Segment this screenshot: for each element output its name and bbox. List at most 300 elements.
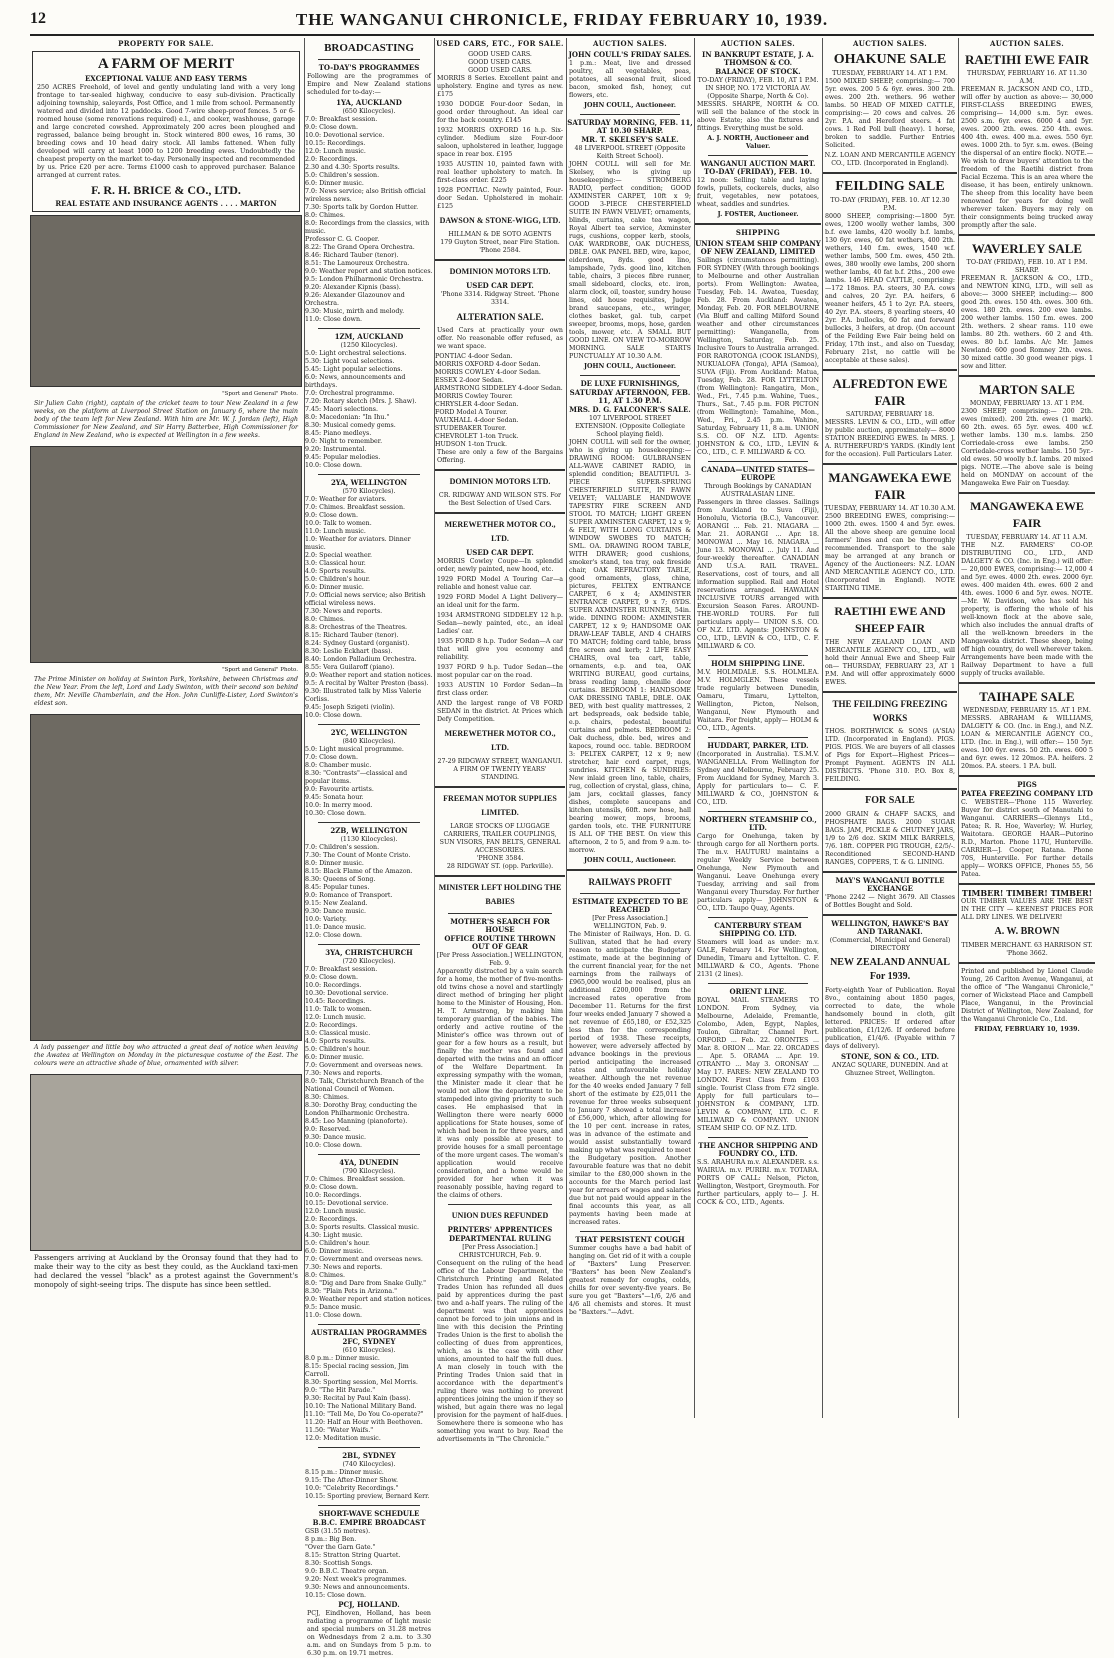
programme-item: 9.5: A recital by Walter Preston (bass).: [305, 680, 429, 687]
car-listing: MORRIS OXFORD 4-door Sedan.: [435, 361, 541, 368]
programme-item: 8.0: Macedonian: "In Ihu.": [305, 414, 390, 421]
marton-time: MONDAY, FEBRUARY 13. AT 1 P.M.: [969, 400, 1085, 407]
auctioneer: JOHN COULL, Auctioneer.: [584, 363, 676, 370]
dealer-dawson-details: HILLMAN & DE SOTO AGENTS 179 Guyton Street, near Fire Station. 'Phone 2584.: [440, 231, 560, 254]
programme-item: 10.15: Recordings.: [305, 140, 366, 147]
programme-item: 8.0: Talk, Christchurch Branch of the National Council of Women.: [305, 1078, 424, 1093]
programme-item: 8.45: Popular tunes.: [305, 884, 370, 891]
programme-item: 7.0: Government and overseas news.: [305, 1256, 423, 1263]
programme-item: 9.0: Night to remember.: [305, 438, 383, 445]
waverley-time: TO-DAY (FRIDAY), FEB. 10. AT 1 P.M. SHARP.: [966, 259, 1088, 274]
friday-sales-heading: JOHN COULL'S FRIDAY SALES.: [568, 50, 692, 59]
programme-item: 9.0: Close down.: [305, 124, 358, 131]
farm-subhead: EXCEPTIONAL VALUE AND EASY TERMS: [84, 74, 248, 83]
photo-lady-passenger: [30, 714, 302, 1041]
holm-heading: HOLM SHIPPING LINE.: [711, 659, 805, 668]
programme-item: 9.30: Illustrated talk by Miss Valerie Corliss.: [305, 688, 422, 703]
raetihi-time: THURSDAY, FEBRUARY 16. AT 11.30 A.M.: [967, 70, 1087, 85]
programme-item: 7.0: Chimes. Breakfast session.: [305, 1176, 406, 1183]
station-frequency: (740 Kilocycles).: [342, 1461, 396, 1468]
patea-heading: PATEA FREEZING COMPANY LTD: [961, 789, 1093, 798]
programme-item: 9.15: The After-Dinner Show.: [305, 1477, 399, 1484]
shortwave-list: [305, 1528, 433, 1600]
programme-item: 7.30: Sports talk by Gordon Hutter.: [305, 204, 419, 211]
raetihi-fair-heading: RAETIHI EWE AND SHEEP FAIR: [834, 604, 946, 635]
programme-item: 8.40: London Palladium Orchestra.: [305, 656, 417, 663]
caption-prime-minister: The Prime Minister on holiday at Swinton Park, Yorkshire, between Christmas and the New Year. From the left, Lord and Lady Swinton, with their second son behind them, Mr. Neville Chamberlain, and the Hon. John Cunliffe-Lister, Lord Swinton's eldest son.: [34, 676, 298, 707]
mangaweka-body: THE N.Z. FARMERS' CO-OP. DISTRIBUTING CO., LTD., AND DALGETY & CO. (Inc. in Eng.) will offer:— 20,000 EWES, comprising:— 12,000 4 and 5yr. ewes. 4000 2th. ewes. 2000 6yr. ewes. 400 maiden 4th. ewes. 600 2 and 4th. ewes. 1000 6 and 5yr. ewes. NOTE.—Mr. W. Davidson, who has sold his property, is offering the whole of his well-known flock at the above sale, which also includes the annual drafts of all the well-known breeders in the Mangaweka district. These sheep, being off high country, do well wherever taken. Arrangements have been made with the Railway Department to have a full supply of trucks available.: [961, 542, 1093, 677]
annual-body: Forty-eighth Year of Publication. Royal 8vo., containing about 1850 pages, corrected to date, the whole handsomely bound in cloth, gilt lettered. PRICES: If ordered after publication, £1/12/6. If ordered before publication, £1/4/6. (Payable within 7 days of delivery).: [825, 987, 955, 1050]
programme-item: 8.0: Recordings from the classics, with music.: [305, 220, 430, 235]
programme-item: 8.45: Leo Manning (pianoforte).: [305, 1118, 408, 1125]
programme-item: 5.0: Children's hour.: [305, 576, 371, 583]
programme-item: 6.0: Dinner music.: [305, 584, 364, 591]
programme-item: 3.0: Classical music.: [305, 1030, 371, 1037]
photo-oronsay-passengers: [30, 1074, 302, 1251]
programme-item: 9.5: London Philharmonic Orchestra.: [305, 276, 424, 283]
page-number: 12: [30, 10, 46, 27]
programme-item: 9.5: Dance music.: [305, 1304, 363, 1311]
car-listing: MORRIS Cowley Coupe—In splendid order, newly painted, new hood, etc.: [437, 558, 563, 573]
canada-body: Passengers in three classes. Sailings from Auckland to Suva (Fiji), Honolulu, Victoria (B.C.), Vancouver. AORANGI ... Feb. 21. NIAGARA ... Mar. 21. AORANGI ... Apr. 18. MONOWAI ... May 16. NIAGARA ... June 13. MONOWAI ... July 11. And four-weekly thereafter. CANADIAN AND U.S.A. RAIL TRAVEL. Reservations, cost of tours, and all information supplied. Rail and Hotel reservations arranged. HAWAIIAN INCLUSIVE TOURS arranged with Excursion Season Fares. AROUND-THE-WORLD TOURS. For full particulars apply— UNION S.S. CO. OF N.Z. LTD. Agents: JOHNSTON & CO., LTD., LEVIN & CO., LTD., C. F. MILLWARD & CO.: [697, 499, 819, 650]
station-name: 2YC, WELLINGTON: [330, 728, 408, 737]
freezing-works-heading: THE FEILDING FREEZING WORKS: [832, 699, 948, 723]
farm-body: 250 ACRES Freehold, of level and gently undulating land with a very long frontage to tar-sealed highway, conducive to easy sub-division. Practically adjoining township, saleyards, Post Office, and 1 mile from school. Permanently watered and divided into 12 paddocks. Good 7-wire sheep-proof fences. 5 or 6-roomed house (some renovations required) e.l., and cooker, washhouse, garage and large concreted cowshed. Approximately 200 acres been ploughed and regrassed, balance being brought in. Stock wintered 800 ewes, 16 rams, 30 breeding cows and 10 head dairy stock. All lambs fattened. When fully developed will carry at least 1000 to 1200 breeding ewes. Undoubtedly the cheapest property on the market to-day. Personally inspected and recommended by us. Price £20 per acre. Terms £1000 cash to approved purchaser. Balance arranged at current rates.: [37, 84, 295, 179]
programme-item: 8.46: Richard Tauber (tenor).: [305, 252, 399, 259]
dealer-merewether-address: 27-29 RIDGWAY STREET, WANGANUI. A FIRM OF TWENTY YEARS' STANDING.: [437, 758, 563, 781]
programme-item: 7.30: News and reports.: [305, 1070, 383, 1077]
car-list-merewether: [435, 558, 565, 724]
freezing-works-body: THOS. BORTHWICK & SONS (A'SIA) LTD. (Incorporated in England). PIGS. PIGS. PIGS. We are buyers of all classes of Pigs for Export—Highest Prices—Prompt Payment. AGENTS IN ALL DISTRICTS. 'Phone 310. P.O. Box 8, FEILDING.: [825, 728, 955, 783]
station-frequency: (790 Kilocycles).: [342, 1168, 396, 1175]
car-listing: MORRIS COWLEY 4-door Sedan.: [435, 369, 541, 376]
mangaweka-time: TUESDAY, FEBRUARY 14. AT 11 A.M.: [966, 534, 1088, 541]
car-listing: 1933 AUSTIN 10 Fordor Sedan—In first class order.: [437, 682, 563, 697]
skelsey-address: 48 LIVERPOOL STREET (Opposite Keith Street School).: [574, 145, 686, 160]
car-listing: MORRIS 8 Series. Excellent paint and upholstery. Engine and tyres as new. £175: [437, 75, 563, 98]
australian-heading: AUSTRALIAN PROGRAMMES: [311, 1328, 427, 1337]
programme-item: 8.30: Dorothy Bray, conducting the London Philharmonic Orchestra.: [305, 1102, 417, 1117]
section-heading: USED CARS, ETC., FOR SALE.: [436, 39, 564, 48]
caption-lady-passenger: A lady passenger and little boy who attracted a great deal of notice when leaving the Awatea at Wellington on Monday in the picturesque costume of the East. The colours were an attractive shade of blue, ornamented with silver.: [34, 1044, 298, 1067]
programme-item: 2.0: Recordings.: [305, 1216, 358, 1223]
programme-item: 9.30: Music, mirth and melody.: [305, 308, 405, 315]
programme-item: 9.0: Weather report and station notices.: [305, 1296, 433, 1303]
car-listing: 1929 FORD Model A Touring Car—a reliable and honest value car.: [437, 576, 563, 591]
news-union-subhead: PRINTERS' APPRENTICES: [447, 1225, 553, 1234]
programme-item: 8.8: Orchestras of the Theatres.: [305, 624, 408, 631]
raetihi-heading: RAETIHI EWE FAIR: [964, 52, 1089, 67]
car-listing: 1935 AUSTIN 10, painted fawn with real leather upholstery to match. In first-class order. £225: [437, 161, 563, 184]
falconer-address: 107 LIVERPOOL STREET EXTENSION. (Opposite Collegiate School playing field).: [575, 415, 685, 438]
programme-item: 11.20: Half an Hour with Beethoven.: [305, 1419, 423, 1426]
car-listing: 1932 MORRIS OXFORD 16 h.p. Six-cylinder. Medium size Four-door saloon, upholstered in leather, luggage space in rear box. £195: [437, 127, 563, 158]
stone-body: ANZAC SQUARE, DUNEDIN. And at Ghuznee Street, Wellington.: [831, 1062, 949, 1077]
programme-item: 11.50: "Water Waifs.": [305, 1427, 374, 1434]
imprint: Printed and published by Lionel Claude Young, 26 Carlton Avenue, Wanganui, at the office of "The Wanganui Chronicle," corner of Wickstead Place and Campbell Place, Wanganui, in the Provincial District of Wellington, New Zealand, for the Wanganui Chronicle Co., Ltd.: [961, 968, 1093, 1023]
timber-merchant-address: TIMBER MERCHANT. 63 HARRISON ST. 'Phone 3662.: [961, 942, 1093, 957]
taihape-time: WEDNESDAY, FEBRUARY 15. AT 1 P.M.: [963, 707, 1091, 714]
programme-item: 9.45: Sonata hour.: [305, 794, 364, 801]
programme-item: 10.0: "Celebrity Recordings.": [305, 1485, 399, 1492]
programme-item: 10.30: Close down.: [305, 810, 367, 817]
shortwave-item: 9.30: News and announcements.: [305, 1584, 410, 1591]
programme-item: 8.51: The Lamoureux Orchestra.: [305, 260, 410, 267]
alfredton-heading: ALFREDTON EWE FAIR: [832, 376, 948, 408]
car-listing: FORD Model A Tourer.: [435, 409, 508, 416]
programme-item: 11.10: "Tell Me, Do You Co-operate?": [305, 1411, 424, 1418]
programme-item: 7.45: Maori selections.: [305, 406, 379, 413]
dealer-dominion-2-details: CR. RIDGWAY AND WILSON STS. For the Best Selection of Used Cars.: [438, 492, 562, 507]
directory-heading: WELLINGTON, HAWKE'S BAY AND TARANAKI.: [831, 919, 949, 936]
shipping-heading: SHIPPING: [735, 228, 781, 237]
car-listing: 1935 FORD 8 h.p. Tudor Sedan—A car that will give you economy and reliability.: [437, 638, 563, 661]
programme-item: 10.0: Recordings.: [305, 982, 362, 989]
programme-item: 8.30: Chimes.: [305, 1094, 349, 1101]
programme-item: 9.0: Close down.: [305, 1184, 358, 1191]
bankrupt-time: TO-DAY (FRIDAY), FEB. 10, AT 1 P.M.: [697, 77, 819, 84]
news-minister-dateline: [Per Press Association.] WELLINGTON, Feb. 9.: [436, 952, 564, 967]
station-frequency: (720 Kilocycles).: [342, 958, 396, 965]
cough-body: Summer coughs have a bad habit of hanging on. Get rid of it with a couple of "Baxters" Lung Preserver. "Baxters" has been New Zealand's greatest remedy for coughs, colds, chills for over seventy-five years. Be sure you get "Baxters"—1/6, 2/6 and 4/6 all chemists and stores. It must be "Baxters."—Advt.: [569, 1245, 691, 1316]
ohakune-agent: N.Z. LOAN AND MERCANTILE AGENCY CO., LTD. (Incorporated in England).: [824, 152, 956, 167]
news-union-subhead-2: DEPARTMENTAL RULING: [448, 1234, 552, 1243]
waverley-heading: WAVERLEY SALE: [971, 241, 1083, 256]
programme-item: Professor C. G. Cooper.: [305, 236, 380, 243]
programme-item: 2.0: Special weather.: [305, 552, 373, 559]
auctioneer: A. J. NORTH, Auctioneer and Valuer.: [707, 135, 809, 150]
programme-item: 8.30: Sporting session, Mel Morris.: [305, 1379, 418, 1386]
broadcasting-headline: BROADCASTING: [324, 42, 414, 54]
huddart-heading: HUDDART, PARKER, LTD.: [707, 741, 809, 750]
dealer-dominion: DOMINION MOTORS LTD.: [449, 267, 551, 276]
programme-item: 10.15: Devotional service.: [305, 1200, 389, 1207]
dealer-dominion-dept: USED CAR DEPT.: [466, 281, 534, 290]
station-frequency: (570 Kilocycles).: [342, 488, 396, 495]
mangaweka-heading: MANGAWEKA EWE FAIR: [970, 499, 1084, 530]
shortwave-item: 8 p.m.: Big Ben.: [305, 1536, 357, 1543]
newspaper-title: THE WANGANUI CHRONICLE, FRIDAY FEBRUARY 10, 1939.: [295, 10, 829, 29]
for-sale-heading: FOR SALE: [865, 795, 915, 806]
programme-item: 10.45: Recordings.: [305, 998, 366, 1005]
auctioneer: JOHN COULL, Auctioneer.: [584, 857, 676, 864]
huddart-body: (Incorporated in Australia). T.S.M.V. WANGANELLA. From Wellington for Sydney and Melbourne, February 25. From Auckland for Sydney, March 3. Apply for particulars to— C. F. MILLWARD & CO., JOHNSTON & CO., LTD.: [697, 751, 819, 806]
mangaweka-body: 2500 BREEDING EWES, comprising:— 1000 2th. ewes. 1500 4 and 5yr. ewes. All the above sheep are genuine local farmers' lines and can be thoroughly recommended. Transport to the sale may be arranged at any branch or Agency of the Auctioneers: N.Z. LOAN AND MERCANTILE AGENCY CO., LTD. (Incorporated in England). NOTE STARTING TIME.: [825, 513, 955, 592]
cough-heading: THAT PERSISTENT COUGH: [575, 1235, 685, 1244]
saturday-heading: SATURDAY MORNING, FEB. 11, AT 10.30 SHARP.: [567, 118, 693, 135]
mays-body: 'Phone 2242 — Night 3679. All Classes of Bottles Bought and Sold.: [825, 894, 955, 909]
programme-item: 9.15: New Zealand.: [305, 900, 368, 907]
photo-cricket-captain: [30, 215, 302, 387]
station-frequency: (650 Kilocycles).: [342, 108, 396, 115]
programme-item: 2.30 and 4.30: Sports results.: [305, 164, 400, 171]
programme-item: 5.0: Children's hour.: [305, 1240, 371, 1247]
programme-item: 8.24: Sydney Gustard (organist).: [305, 640, 410, 647]
bankrupt-address: IN SHOP, NO. 172 VICTORIA AV. (Opposite Sharpe, North & Co).: [705, 85, 811, 100]
programme-item: 8.15: Special racing session, Jim Carroll.: [305, 1363, 409, 1378]
northern-heading: NORTHERN STEAMSHIP CO., LTD.: [699, 815, 817, 832]
column-stock-sales: [822, 38, 957, 1418]
programme-item: 7.0: Children's session.: [305, 844, 380, 851]
northern-body: Cargo for Onehunga, taken by through cargo for all Northern ports. The m.v. HAUTURU maintains a regular Weekly Service between Onehunga, New Plymouth and Wanganui. Leave Onehunga every Tuesday, arriving and sail from Wanganui every Thursday. For further particulars apply— JOHNSTON & CO., LTD. Taupo Quay, Agents.: [697, 833, 819, 912]
programme-item: 8.30: Queens of Song.: [305, 876, 376, 883]
car-list-dawson: [435, 75, 565, 211]
car-listing: VAUXHALL 4-door Sedan.: [435, 417, 519, 424]
programme-item: 9.0: Romance of Transport.: [305, 892, 393, 899]
news-minister-headline: MINISTER LEFT HOLDING THE BABIES: [438, 883, 562, 906]
column-property: [30, 38, 302, 1418]
canada-sub: Through Bookings by CANADIAN AUSTRALASIAN LINE.: [704, 483, 812, 498]
canterbury-body: Steamers will load as under: m.v. GALE, February 14. For Wellington, Dunedin, Timaru and Lyttelton. C. F. MILLWARD & CO., Agents. 'Phone 2131 (2 lines).: [697, 939, 819, 978]
shortwave-item: 10.15: Close down.: [305, 1592, 367, 1599]
anchor-body: S.S. ARAHURA m.v. ALEXANDER. s.s. WAIRUA. m.v. PURIRI. m.v. TOTARA. PORTS OF CALL: Nelson, Picton, Wellington, Westport, Greymouth. For further particulars, apply to— J. H. COCK & CO., LTD., Agents.: [697, 1159, 819, 1206]
programme-item: 9.45: Joseph Szigeti (violin).: [305, 704, 395, 711]
programmes-intro: Following are the programmes of Empire and New Zealand stations scheduled for to-day:—: [307, 73, 431, 96]
programme-item: 8.0: "Dig and Dare from Snake Gully.": [305, 1280, 427, 1287]
bankrupt-heading: IN BANKRUPT ESTATE, J. A. THOMSON & CO.: [702, 50, 814, 67]
shortwave-item: "Over the Garn Gate.": [305, 1544, 376, 1551]
programme-item: 7.0: News service; also British official wireless news.: [305, 188, 426, 203]
holm-body: M.V. HOLMDALE. S.S. HOLMLEA. M.V. HOLMGLEN. These vessels trade regularly between Dunedin, Oamaru, Timaru, Lyttelton, Wellington, Picton, Nelson, Wanganui, New Plymouth and Waitara. For freight, apply— HOLM & CO., LTD., Agents.: [697, 669, 819, 732]
car-list-dominion: [435, 353, 565, 449]
news-minister-subhead: MOTHER'S SEARCH FOR HOUSE: [450, 917, 550, 934]
programme-item: 7.0: Weather for aviators.: [305, 496, 387, 503]
news-railways-headline: RAILWAYS PROFIT: [588, 877, 672, 887]
programme-item: 9.26: Alexander Glazounov and Orchestra.: [305, 292, 405, 307]
taihape-body: MESSRS. ABRAHAM & WILLIAMS, DALGETY & CO. (Inc. in Eng.), and N.Z. LOAN & MERCANTILE AGENCY CO., LTD. (Inc. in Eng.), will offer:— 150 5yr. ewes. 100 6yr. ewes. 50 2th. ewes. 600 5 and 6yr. ewes. 12 20mos. P.A. heifers. 2 20mos. P.A. steers. 1 P.A. bull.: [961, 715, 1093, 770]
photo-credit: "Sport and General" Photo.: [222, 391, 298, 397]
programme-item: 4.0: Sports results.: [305, 1038, 366, 1045]
car-list-footer: These are only a few of the Bargains Offering.: [437, 449, 563, 464]
shortwave-item: 9.0: B.B.C. Theatre organ.: [305, 1568, 389, 1575]
shortwave-item: GSB (31.55 metres).: [305, 1528, 371, 1535]
alteration-sale: ALTERATION SALE.: [456, 312, 544, 322]
news-union-dateline: [Per Press Association.] CHRISTCHURCH, Feb. 9.: [458, 1244, 542, 1259]
union-steam-heading: UNION STEAM SHIP COMPANY OF NEW ZEALAND, LIMITED: [695, 239, 821, 256]
programme-item: 10.0: Talk to women.: [305, 520, 372, 527]
photo-prime-minister: [30, 446, 302, 663]
programme-item: 3.0: Classical hour.: [305, 560, 366, 567]
waverley-body: FREEMAN R. JACKSON & CO., LTD., and NEWTON KING, LTD., will sell as above:— 3000 SHEEP, including:— 800 good 2th. ewes. 150 4th. ewes. 300 6th. ewes. 180 2th. ewes. 200 ewe lambs. 200 wether lambs. 150 f.m. ewes. 200 2th. wethers. 2 shear rams. 110 ewe lambs. 80 2th. wethers. 60 2 and 4th. ewes. 80 b.f. lambs. A/c Mr. James Newland: 600 good Romney 2th. ewes. 30 mixed cattle. 30 good weaner pigs. 1 sow and litter.: [961, 275, 1093, 370]
programme-item: 7.0: Orchestral programme.: [305, 390, 395, 397]
column-broadcasting: [304, 38, 433, 1657]
bankrupt-sub: BALANCE OF STOCK.: [715, 67, 801, 76]
union-steam-body: Sailings (circumstances permitting). FOR SYDNEY (With through bookings to Melbourne and other Australian ports). From Wellington: Awatea, Tuesday, Feb. 14. Awatea, Tuesday, Feb. 28. From Auckland: Awatea, Monday, Feb. 20. FOR MELBOURNE (Via Bluff and calling Milford Sound weather and other circumstances permitting): Wanganella, from Wellington, Saturday, Feb. 25. Inclusive Tours to Australia arranged. FOR RAROTONGA (COOK ISLANDS), NUKUALOFA (Tonga), APIA (Samoa), SUVA (Fiji). From Auckland: Matua, Tuesday, Feb. 28. FOR LYTTELTON (from Wellington): Rangatira, Mon., Wed., Fri., 7.45 p.m. Wahine, Tues., Thurs., Sat., 7.45 p.m. FOR PICTON (from Wellington): Tamahine, Mon., Wed., Fri., 2.45 p.m. Wahine, Saturday, February 11, 8 a.m. UNION S.S. CO. OF N.Z. LTD. Agents: JOHNSTON & CO., LTD., LEVIN & CO., LTD., C. F. MILLWARD & CO.: [697, 257, 819, 456]
programme-item: 7.0: Breakfast session.: [305, 116, 378, 123]
skelsey-sale: MR. T. SKELSEY'S SALE.: [581, 135, 679, 144]
raetihi-body: FREEMAN R. JACKSON AND CO., LTD., will offer by auction as above:— 30,000 FIRST-CLASS BREEDING EWES, comprising— 14,000 s.m. 5yr. ewes. 2500 s.m. 6yr. ewes. 6000 4 and 5yr. ewes. 2000 2th. ewes. 250 4th. ewes. 400 4th. ewes. 400 m.a. ewes. 550 6yr. ewes. 1000 2th. to 5yr. s.m. ewes. (Being the dispersal of an entire flock). NOTE.—We wish to draw buyers' attention to the freedom of the Raetihi district from Facial Eczema. This is an area where the disease, it has been, entirely unknown. The sheep from this locality have been renowned for years for doing well wherever taken. Buyers may rely on their consignments being trucked away promptly after the sale.: [961, 86, 1093, 229]
car-listing: 1937 FORD 9 h.p. Tudor Sedan—the most popular car on the road.: [437, 664, 563, 679]
shortwave-subhead: B.B.C. EMPIRE BROADCAST: [312, 1518, 426, 1527]
programme-item: 5.0: Light orchestral selections.: [305, 350, 407, 357]
falconer-sale: MRS. D. G. FALCONER'S SALE.: [569, 405, 691, 414]
station-name: 2ZB, WELLINGTON: [330, 826, 408, 835]
dealer-merewether-2: MEREWETHER MOTOR CO., LTD.: [444, 729, 556, 752]
station-name: 2FC, SYDNEY: [342, 1337, 396, 1346]
programme-item: 11.0: Dance music.: [305, 924, 367, 931]
programme-item: 5.30: Light vocal selections.: [305, 358, 395, 365]
car-listing: CHEVROLET 1-ton Truck.: [435, 433, 519, 440]
programme-item: 8.0: Dinner music.: [305, 860, 364, 867]
programme-item: 8.0: Chimes.: [305, 212, 345, 219]
programme-item: 6.0: Dinner music.: [305, 180, 364, 187]
column-auctions-shipping: [694, 38, 821, 1418]
auctioneer: J. FOSTER, Auctioneer.: [717, 211, 799, 218]
station-name: 4YA, DUNEDIN: [339, 1158, 399, 1167]
station-name: 2YA, WELLINGTON: [330, 478, 408, 487]
programme-item: 7.30: News and reports.: [305, 1264, 383, 1271]
timber-heading: TIMBER! TIMBER! TIMBER!: [961, 888, 1093, 898]
ohakune-heading: OHAKUNE SALE: [833, 52, 947, 67]
programme-item: 2.0: Recordings.: [305, 156, 358, 163]
car-listing: HUDSON 1-ton Truck.: [435, 441, 507, 448]
programme-item: 10.0: Devotional service.: [305, 132, 385, 139]
section-heading: AUCTION SALES.: [989, 39, 1065, 48]
programme-item: 6.0: Dinner music.: [305, 1054, 364, 1061]
shortwave-item: 8.15: Stratton String Quartet.: [305, 1552, 401, 1559]
news-union-headline: UNION DUES REFUNDED: [451, 1211, 549, 1220]
feilding-body: 8000 SHEEP, comprising:—1800 5yr. ewes, 1200 woolly wether lambs, 300 b.f. ewe lambs, 420 woolly b.f. lambs, 130 6yr. ewes, 60 fat wethers, 400 2th. wethers, 140 f.m. ewes, 1540 w.f. wether lambs, 500 f.m. ewes, 450 2th. ewes, 380 woolly ewe lambs, 200 shorn wether lambs, 40 fat b.f. 2ths., 200 ewe lambs. 146 HEAD CATTLE, comprising:—172 18mos. P.A. steers, 30 P.A. cows and calves, 20 2yr. P.A. heifers, 6 weaner heifers, 45 1 to 2yr. P.A. steers, 40 2yr. P.A. steers, 8 yearling steers, 40 2yr. P.A. bullocks, 60 fat and forward bullocks, 3 heifers, at drop. (On account of the Feilding Ewe Fair being held on Friday, 17th inst., and also on Tuesday, February 21st, no cattle will be acceptable at these sales).: [825, 213, 955, 364]
timber-body: OUR TIMBER VALUES ARE THE BEST IN THE CITY — KEENEST PRICES FOR ALL DRY LINES. WE DELIVER!: [961, 898, 1093, 921]
australian-list: [305, 1338, 433, 1506]
programme-item: 7.30: The Count of Monte Cristo.: [305, 852, 411, 859]
section-heading: PROPERTY FOR SALE.: [118, 39, 214, 48]
good-used-cars-banner: GOOD USED CARS. GOOD USED CARS. GOOD USED CARS.: [468, 51, 532, 74]
column-auctions-1: [566, 38, 693, 1418]
station-frequency: (840 Kilocycles).: [342, 738, 396, 745]
marton-heading: MARTON SALE: [979, 382, 1075, 397]
dealer-merewether: MEREWETHER MOTOR CO., LTD.: [444, 520, 556, 543]
programme-item: 12.0: Meditation music.: [305, 1435, 381, 1442]
programme-item: 10.15: Sporting preview, Bernard Kerr.: [305, 1493, 430, 1500]
auctioneer: JOHN COULL, Auctioneer.: [584, 102, 676, 109]
programme-item: 9.20: Instrumental.: [305, 446, 367, 453]
column-used-cars: [434, 38, 565, 1443]
mart-heading: WANGANUI AUCTION MART. TO-DAY (FRIDAY), FEB. 10.: [700, 159, 816, 176]
programme-item: 8.30: Leslie Eckhart (bass).: [305, 648, 393, 655]
programme-item: 8.15 p.m.: Dinner music.: [305, 1469, 384, 1476]
programme-item: 10.30: Devotional service.: [305, 990, 389, 997]
mart-body: 12 noon: Selling table and laying fowls, pullets, cockerels, ducks, also fruit, vegetables, new potatoes, wheat, saddles and sundries.: [697, 177, 819, 208]
programme-item: 5.0: Children's hour.: [305, 1046, 371, 1053]
shortwave-item: 8.30: Scottish Songs.: [305, 1560, 373, 1567]
programme-item: 11.0: Lunch music.: [305, 528, 366, 535]
programme-item: 7.0: Chimes. Breakfast session.: [305, 504, 406, 511]
annual-heading: NEW ZEALAND ANNUAL For 1939.: [830, 957, 950, 982]
caption-oronsay: Passengers arriving at Auckland by the Oronsay found that they had to make their way to the city as best they could, as the Auckland taxi-men had declared the vessel "black" as a protest against the Government's monopoly of sight-seeing trips. The dispute has since been settled.: [34, 1254, 298, 1289]
pcj-heading: PCJ, HOLLAND.: [338, 1600, 400, 1609]
programme-item: 5.0: Light musical programme.: [305, 746, 404, 753]
dealer-merewether-dept: USED CAR DEPT.: [466, 548, 534, 557]
ohakune-time: TUESDAY, FEBRUARY 14. AT 1 P.M.: [832, 70, 948, 77]
programme-item: 8.0: Chimes.: [305, 1272, 345, 1279]
skelsey-body: JOHN COULL will sell for Mr. Skelsey, who is giving up housekeeping:— STROMBERG RADIO, perfect condition; GOOD AXMINSTER CARPET, 10ft x 9; GOOD 3-PIECE CHESTERFIELD SUITE IN FAWN VELVET; ornaments, blinds, curtains, cake tea wagon, Royal Albert tea service, Axminster rugs, cushions, copper kerb, stools, OAK WARDROBE, OAK DUCHESS, DBLE. OAK PANEL BED, wire, kapoc, eiderdown, 8yds. good lino, lampshade, 7yds. good lino, kitchen table, chairs, 3 pieces fibre runner, small sideboard, clocks, etc. iron, alarm clock, oil, toaster, sundry house lines, old house requisites, Judge brand saucepans, etc., wringer, clothes basket, gal. tub, carpet sweeper, brooms, mops, hose, garden tools, mower, etc. A SMALL BUT GOOD LINE. ON VIEW TO-MORROW MORNING. SALE STARTS PUNCTUALLY AT 10.30 A.M.: [569, 161, 691, 360]
column-ewe-fairs: [958, 38, 1095, 1418]
programme-item: 8.30: "Plain Pets in Arizona.": [305, 1288, 398, 1295]
car-listing: MORRIS Cowley Tourer.: [435, 393, 513, 400]
programme-item: 8.30: Musical comedy gems.: [305, 422, 396, 429]
programme-item: 10.0: In merry mood.: [305, 802, 373, 809]
programme-item: 2.0: Recordings.: [305, 1022, 358, 1029]
programme-item: 7.20: Rotary sketch (Mrs. J. Shaw).: [305, 398, 417, 405]
programme-item: 11.0: Talk to women.: [305, 1006, 372, 1013]
section-heading: AUCTION SALES.: [720, 39, 796, 48]
car-listing: CHRYSLER 4-door Sedan.: [435, 401, 519, 408]
programme-item: 8.15: Black Flame of the Amazon.: [305, 868, 413, 875]
canada-heading: CANADA—UNITED STATES—EUROPE: [701, 465, 815, 482]
alteration-body: Used Cars at practically your own offer. No reasonable offer refused, as we want space.: [437, 327, 563, 350]
programme-item: 7.0: Close down.: [305, 754, 358, 761]
programme-item: 8.55: Vera Guilaroff (piano).: [305, 664, 395, 671]
programme-item: 9.0: Weather report and station notices.: [305, 268, 433, 275]
feilding-time: TO-DAY (FRIDAY), FEB. 10. AT 12.30 P.M.: [830, 197, 950, 212]
taihape-heading: TAIHAPE SALE: [979, 689, 1075, 704]
orient-heading: ORIENT LINE.: [729, 987, 787, 996]
programme-item: 8.45: Piano medleys.: [305, 430, 372, 437]
station-name: 1ZM, AUCKLAND: [334, 332, 404, 341]
friday-sales-body: 1 p.m.: Meat, live and dressed poultry, all vegetables, peas, potatoes, all seasonal fruit, sliced bacon, smoked fish, honey, cut flowers, etc.: [569, 60, 691, 99]
mangaweka-time: TUESDAY, FEBRUARY 14. AT 10.30 A.M.: [824, 505, 956, 512]
programme-item: 8.0: Chimes.: [305, 616, 345, 623]
programme-item: 9.0: Weather report and station notices.: [305, 672, 433, 679]
car-listing: ARMSTRONG SIDDELEY 4-door Sedan.: [435, 385, 563, 392]
deluxe-time: SATURDAY AFTERNOON, FEB. 11, AT 1.30 P.M.: [569, 388, 691, 405]
section-heading: AUCTION SALES.: [852, 39, 928, 48]
dealer-freeman-details: LARGE STOCKS OF LUGGAGE CARRIERS, TRAILER COUPLINGS, SUN VISORS, FAN BELTS, GENERAL ACCESSORIES. 'PHONE 3584. 28 RIDGWAY ST. (opp. Parkville).: [439, 823, 561, 870]
feilding-heading: FEILDING SALE: [835, 179, 945, 194]
dealer-freeman: FREEMAN MOTOR SUPPLIES LIMITED.: [443, 794, 557, 817]
programme-item: 10.0: Recordings.: [305, 1192, 362, 1199]
car-listing: AND the largest range of V8 FORD SEDAN in the district. At Prices which Defy Competition.: [437, 700, 563, 723]
programme-item: 12.0: Close down.: [305, 932, 362, 939]
pcj-body: PCJ, Eindhoven, Holland, has been radiating a programme of light music and special numbers on 31.28 metres on Wednesdays from 2 a.m. to 3.30 a.m. and on Sundays from 5 p.m. to 6.30 p.m. on 19.71 metres.: [307, 1610, 431, 1657]
programme-item: 9.20: Alexander Kipnis (bass).: [305, 284, 401, 291]
station-list: [305, 99, 433, 1325]
alfredton-body: MESSRS. LEVIN & CO., LTD., will offer by public auction, approximately— 8000 STATION BREEDING EWES. In MRS. J. A. RUTHERFURD'S YARDS. (Kindly lent for the occasion). Full Particulars Later.: [825, 419, 955, 458]
news-railways-body: The Minister of Railways, Hon. D. G. Sullivan, stated that he had every reason to anticipate the Budgetary estimate, made at the beginning of the current financial year, for the net earnings from the railways of £965,000 would be realised, plus an additional £200,000 from the increased rates operative from December 11. Returns for the first four weeks ended January 7 showed a net revenue of £65,180, or £52,325 less than for the corresponding period of 1938. These receipts, however, were adversely affected by advance bookings in the previous period anticipating the increased rates and unfavourable holiday weather. Although the net revenue for the 40 weeks ended January 7 fell short of the estimate by £25,011 the revenue for three weeks subsequent to January 7 showed a total increase of £56,000, which, after allowing for the 10 per cent. increase in rates, was in advance of the estimate and would assist substantially toward making up what was required to meet the Budgetary position. Another favourable feature was that no debit similar to the £80,000 shown in the accounts for the March period last year for arrears of wages and salaries due but not paid would appear in the final accounts this year, as all payments having been made at increased rates.: [569, 931, 691, 1226]
marton-body: 2300 SHEEP, comprising:— 200 2th. ewes (mixed). 200 2th. ewes (1 mark). 60 2th. ewes. 65 5yr. ewes. 400 w.f. wether lambs. 130 m.s. lambs. 250 Corriedale-cross ewe lambs. 250 Corriedale-cross wether lambs. 150 5yr.-old ewes. 50 woolly b.f. lambs. 20 mixed pigs. NOTE.—The above sale is being held on MONDAY on account of the Mangaweka Ewe Fair on Tuesday.: [961, 408, 1093, 487]
programme-item: 10.0: Close down.: [305, 1142, 362, 1149]
raetihi-fair-body: THE NEW ZEALAND LOAN AND MERCANTILE AGENCY CO., LTD., will hold their Annual Ewe and Sheep Fair on— THURSDAY, FEBRUARY 23, AT 1 P.M. And will offer approximately 6000 EWES.: [825, 639, 955, 686]
programme-item: 11.0: Close down.: [305, 1312, 362, 1319]
programme-item: 9.45: Popular melodies.: [305, 454, 381, 461]
programme-item: 10.0: Variety.: [305, 916, 347, 923]
mangaweka-heading: MANGAWEKA EWE FAIR: [828, 470, 952, 502]
programme-item: 9.0: Close down.: [305, 974, 358, 981]
station-frequency: (1130 Kilocycles).: [340, 836, 398, 843]
pigs-heading: PIGS: [1017, 780, 1037, 789]
directory-sub: (Commercial, Municipal and General) DIRECTORY: [829, 937, 951, 952]
car-listing: PONTIAC 4-door Sedan.: [435, 353, 513, 360]
programme-item: 9.30: Dance music.: [305, 1134, 367, 1141]
agent-subline: REAL ESTATE AND INSURANCE AGENTS . . . . MARTON: [55, 199, 277, 208]
programme-item: 8.22: The Grand Opera Orchestra.: [305, 244, 415, 251]
imprint-date: FRIDAY, FEBRUARY 10, 1939.: [974, 1026, 1080, 1033]
programme-item: 8.0: Chamber music.: [305, 762, 372, 769]
news-minister-body: Apparently distracted by a vain search for a home, the mother of five-months-old twins chose a novel and startlingly direct method of bringing her plight home to the Minister of Housing, Hon. H. T. Armstrong, by making him temporary guardian of the babies. The orderly and active routine of the Minister's office was thrown out of gear for a few hours as a result, but finally the mother was found and departed with the twins and an officer of the Welfare Department. In expressing sympathy with the woman, the Minister made it clear that he would not allow the department to be stampeded into giving priority to such cases. He emphasised that in Wellington there were nearly 6000 applications for State houses, some of which had been in for three years, and it was only possible at present to provide houses for a small percentage of the more urgent cases. The woman's application would receive consideration, and a home would be provided for her when it was reasonably possible, having regard to the claims of others.: [437, 968, 563, 1199]
programme-item: 8.30: "Contrasts"—classical and popular items.: [305, 770, 408, 785]
programme-item: 6.0: News, announcements and birthdays.: [305, 374, 406, 389]
programme-item: 7.30: News and reports.: [305, 608, 383, 615]
agent-name: F. R. H. BRICE & CO., LTD.: [91, 183, 241, 197]
programme-item: 7.0: Official news service; also British official wireless news.: [305, 592, 426, 607]
programme-item: 6.0: Dinner music.: [305, 1248, 364, 1255]
news-railways-dateline: [Per Press Association.] WELLINGTON, Feb. 9.: [592, 915, 668, 930]
anchor-heading: THE ANCHOR SHIPPING AND FOUNDRY CO., LTD.: [698, 1141, 818, 1158]
programme-item: 12.0: Lunch music.: [305, 1208, 366, 1215]
programme-item: 5.45: Light popular selections.: [305, 366, 403, 373]
programme-item: 9.30: Recital by Paul Kain (bass).: [305, 1395, 411, 1402]
